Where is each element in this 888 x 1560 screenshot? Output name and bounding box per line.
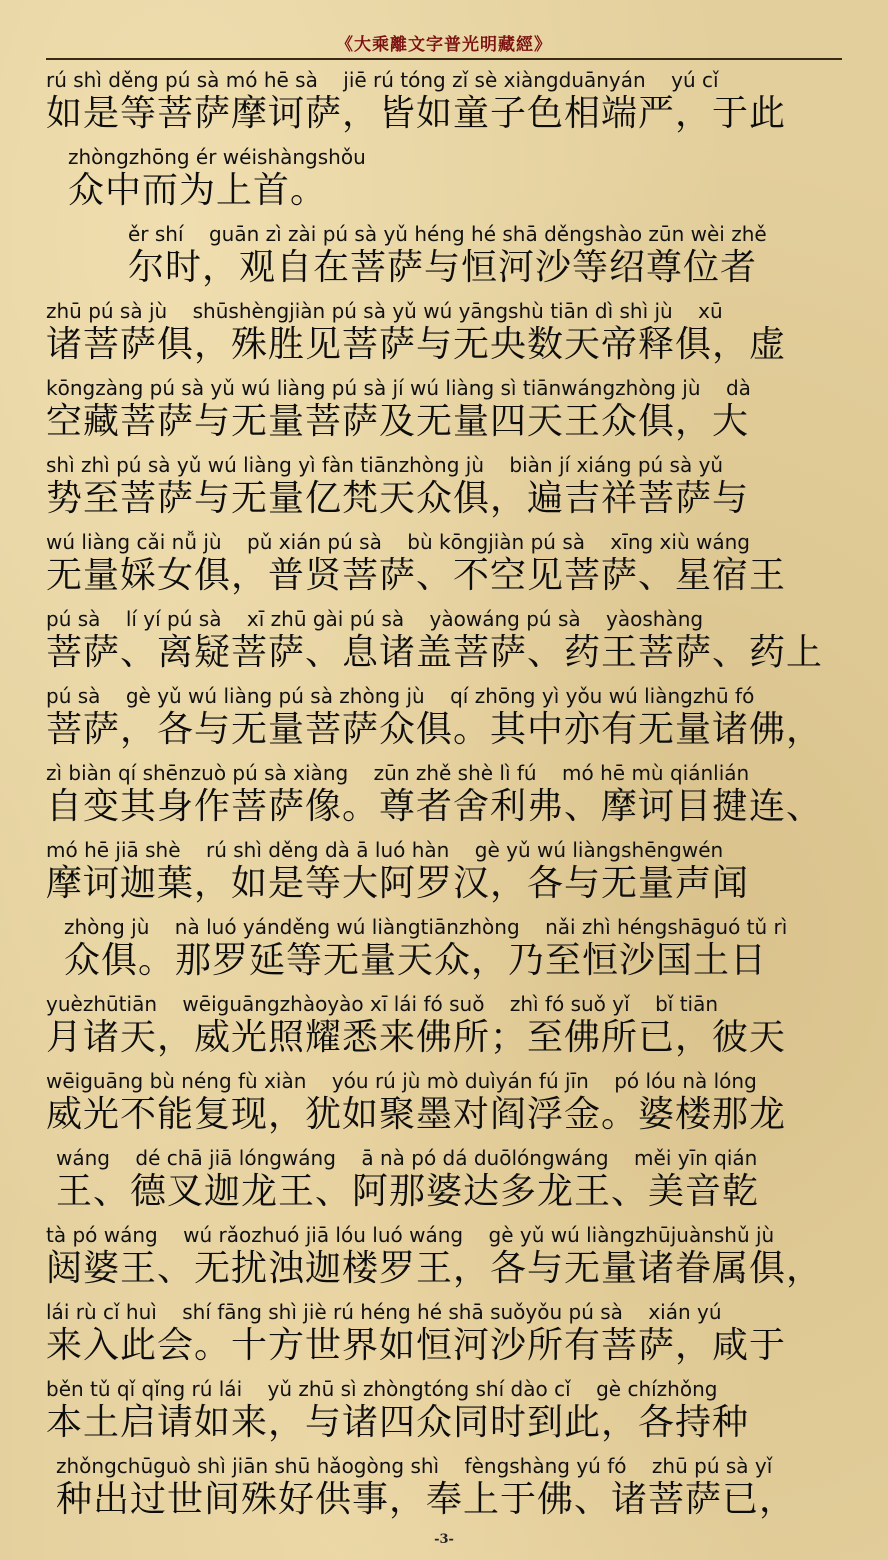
pinyin-annotation: wú liàng cǎi nǚ jù pǔ xián pú sà bù kōngjiàn pú sà xīng xiù wáng <box>46 530 750 554</box>
page-header <box>0 0 888 64</box>
pinyin-annotation: tà pó wáng wú rǎozhuó jiā lóu luó wáng gè yǔ wú liàngzhūjuànshǔ jù <box>46 1223 775 1247</box>
pinyin-annotation: yuèzhūtiān wēiguāngzhàoyào xī lái fó suǒ zhì fó suǒ yǐ bǐ tiān <box>46 992 719 1016</box>
chinese-text: 无量婇女俱，普贤菩萨、不空见菩萨、星宿王 <box>46 555 787 596</box>
verse-line <box>0 447 888 524</box>
chinese-text: 摩诃迦葉，如是等大阿罗汉，各与无量声闻 <box>46 863 750 904</box>
verse-line <box>0 755 888 832</box>
verse-line <box>0 524 888 601</box>
verse-line <box>0 1371 888 1448</box>
pinyin-annotation: wáng dé chā jiā lóngwáng ā nà pó dá duōlóngwáng měi yīn qián <box>56 1146 758 1170</box>
verse-line <box>0 1063 888 1140</box>
pinyin-annotation: ěr shí guān zì zài pú sà yǔ héng hé shā děngshào zūn wèi zhě <box>128 222 767 246</box>
chinese-text: 月诸天，威光照耀悉来佛所；至佛所已，彼天 <box>46 1017 787 1058</box>
verse-line <box>0 1448 888 1525</box>
pinyin-annotation: rú shì děng pú sà mó hē sà jiē rú tóng zǐ sè xiàngduānyán yú cǐ <box>46 68 719 92</box>
pinyin-annotation: zhòng jù nà luó yánděng wú liàngtiānzhòng nǎi zhì héngshāguó tǔ rì <box>64 915 788 939</box>
chinese-text: 威光不能复现，犹如聚墨对阎浮金。婆楼那龙 <box>46 1094 787 1135</box>
chinese-text: 闼婆王、无扰浊迦楼罗王，各与无量诸眷属俱， <box>46 1248 824 1289</box>
chinese-text: 菩萨，各与无量菩萨众俱。其中亦有无量诸佛， <box>46 709 824 750</box>
verse-line <box>0 832 888 909</box>
chinese-text: 尔时，观自在菩萨与恒河沙等绍尊位者 <box>128 247 758 288</box>
pinyin-annotation: shì zhì pú sà yǔ wú liàng yì fàn tiānzhòng jù biàn jí xiáng pú sà yǔ <box>46 453 724 477</box>
verse-line <box>0 678 888 755</box>
verse-line <box>0 1217 888 1294</box>
verse-line <box>0 370 888 447</box>
chinese-text: 如是等菩萨摩诃萨，皆如童子色相端严，于此 <box>46 93 787 134</box>
verse-line <box>0 1294 888 1371</box>
chinese-text: 众俱。那罗延等无量天众，乃至恒沙国土日 <box>64 940 768 981</box>
chinese-text: 势至菩萨与无量亿梵天众俱，遍吉祥菩萨与 <box>46 478 750 519</box>
verse-line <box>0 909 888 986</box>
verse-line <box>0 139 888 216</box>
chinese-text: 来入此会。十方世界如恒河沙所有菩萨，咸于 <box>46 1325 787 1366</box>
verse-line <box>0 293 888 370</box>
pinyin-annotation: zì biàn qí shēnzuò pú sà xiàng zūn zhě shè lì fú mó hē mù qiánlián <box>46 761 750 785</box>
header-divider <box>46 58 842 60</box>
pinyin-annotation: kōngzàng pú sà yǔ wú liàng pú sà jí wú liàng sì tiānwángzhòng jù dà <box>46 376 751 400</box>
verse-line <box>0 986 888 1063</box>
page-number: -3- <box>434 1532 454 1547</box>
chinese-text: 本土启请如来，与诸四众同时到此，各持种 <box>46 1402 750 1443</box>
pinyin-annotation: mó hē jiā shè rú shì děng dà ā luó hàn gè yǔ wú liàngshēngwén <box>46 838 724 862</box>
chinese-text: 种出过世间殊好供事，奉上于佛、诸菩萨已， <box>56 1479 797 1520</box>
chinese-text: 自变其身作菩萨像。尊者舍利弗、摩诃目揵连、 <box>46 786 824 827</box>
pinyin-annotation: zhū pú sà jù shūshèngjiàn pú sà yǔ wú yāngshù tiān dì shì jù xū <box>46 299 723 323</box>
sutra-title: 《大乘離文字普光明藏經》 <box>336 35 552 55</box>
chinese-text: 菩萨、离疑菩萨、息诸盖菩萨、药王菩萨、药上 <box>46 632 824 673</box>
verse-line <box>0 216 888 293</box>
pinyin-annotation: zhǒngchūguò shì jiān shū hǎogòng shì fèngshàng yú fó zhū pú sà yǐ <box>56 1454 773 1478</box>
scripture-body <box>0 62 888 1525</box>
verse-line <box>0 1140 888 1217</box>
chinese-text: 空藏菩萨与无量菩萨及无量四天王众俱，大 <box>46 401 750 442</box>
chinese-text: 王、德叉迦龙王、阿那婆达多龙王、美音乾 <box>56 1171 760 1212</box>
chinese-text: 诸菩萨俱，殊胜见菩萨与无央数天帝释俱，虚 <box>46 324 787 365</box>
pinyin-annotation: pú sà gè yǔ wú liàng pú sà zhòng jù qí zhōng yì yǒu wú liàngzhū fó <box>46 684 755 708</box>
chinese-text: 众中而为上首。 <box>68 170 328 211</box>
pinyin-annotation: běn tǔ qǐ qǐng rú lái yǔ zhū sì zhòngtóng shí dào cǐ gè chízhǒng <box>46 1377 718 1401</box>
pinyin-annotation: lái rù cǐ huì shí fāng shì jiè rú héng hé shā suǒyǒu pú sà xián yú <box>46 1300 722 1324</box>
pinyin-annotation: wēiguāng bù néng fù xiàn yóu rú jù mò duìyán fú jīn pó lóu nà lóng <box>46 1069 757 1093</box>
verse-line <box>0 601 888 678</box>
pinyin-annotation: zhòngzhōng ér wéishàngshǒu <box>68 145 366 169</box>
pinyin-annotation: pú sà lí yí pú sà xī zhū gài pú sà yàowáng pú sà yàoshàng <box>46 607 704 631</box>
verse-line <box>0 62 888 139</box>
